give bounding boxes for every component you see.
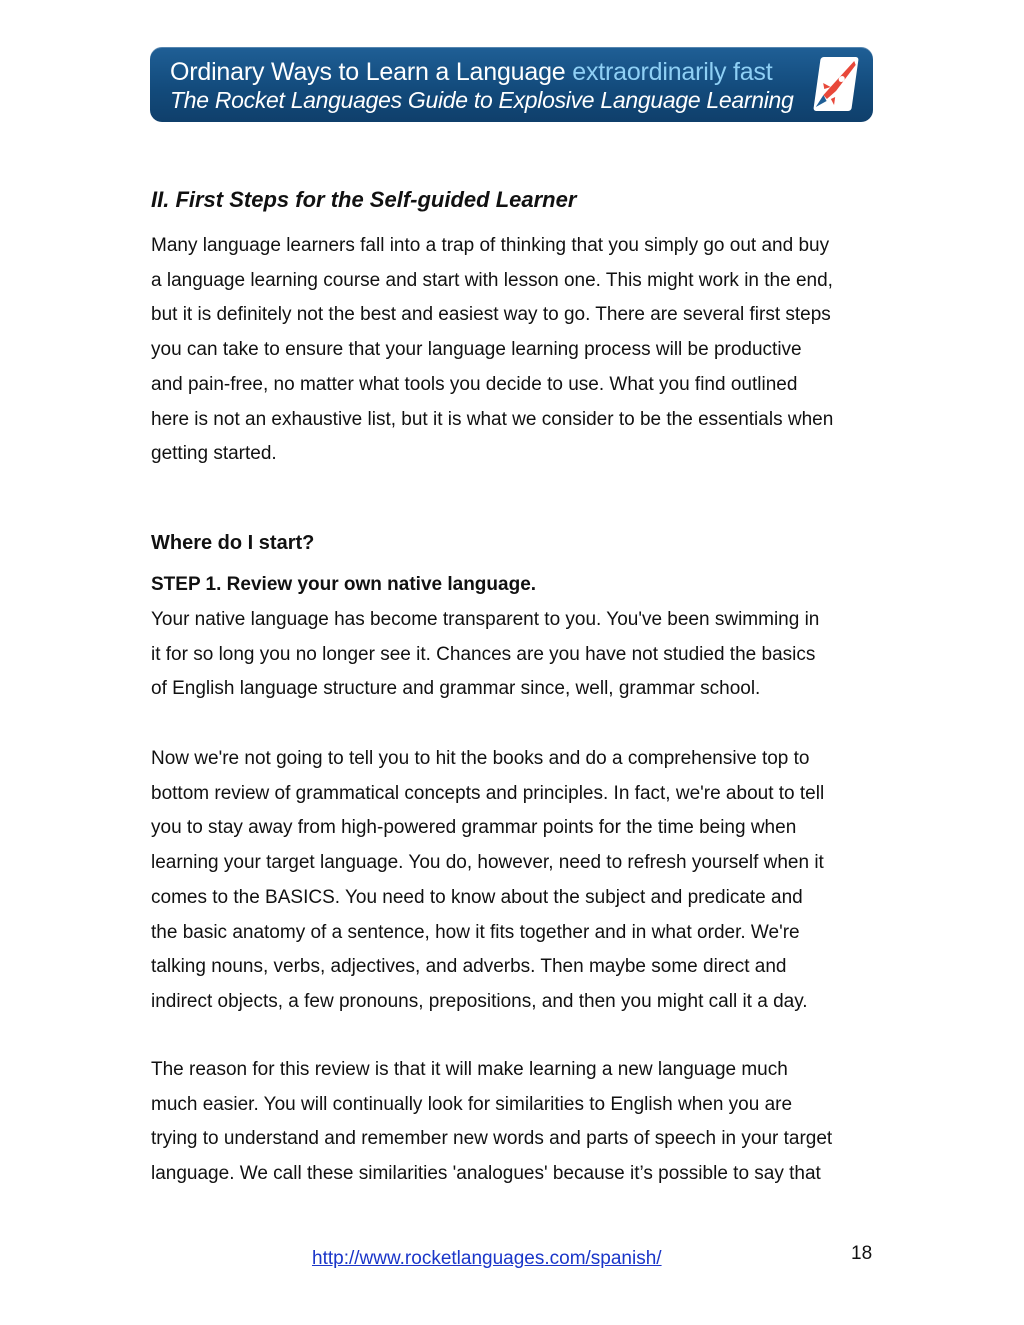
- text-line: a language learning course and start with lesson one. This might work in the end,: [151, 269, 833, 291]
- text-line: comes to the BASICS. You need to know about the subject and predicate and: [151, 886, 803, 908]
- text-line: here is not an exhaustive list, but it is what we consider to be the essentials when: [151, 408, 834, 430]
- text-line: you can take to ensure that your language learning process will be productive: [151, 339, 802, 361]
- body-paragraph-3: [151, 1053, 881, 1192]
- body-paragraph-2: [151, 742, 881, 1020]
- page-number: 18: [851, 1243, 873, 1264]
- text-line: Your native language has become transparent to you. You've been swimming in: [151, 609, 820, 630]
- rocket-logo-icon: [813, 57, 859, 111]
- text-line: it for so long you no longer see it. Chances are you have not studied the basics: [151, 643, 816, 665]
- banner-title: [170, 57, 772, 87]
- banner-title-accent: extraordinarily fast: [572, 58, 773, 86]
- intro-paragraph: [151, 229, 881, 472]
- text-line: the basic anatomy of a sentence, how it fits together and in what order. We're: [151, 921, 800, 943]
- section-title: II. First Steps for the Self-guided Learner: [151, 187, 577, 212]
- text-line: bottom review of grammatical concepts and principles. In fact, we're about to tell: [151, 782, 825, 804]
- step-heading: STEP 1. Review your own native language.: [151, 574, 537, 595]
- text-line: and pain-free, no matter what tools you decide to use. What you find outlined: [151, 373, 798, 395]
- text-line: Many language learners fall into a trap of thinking that you simply go out and buy: [151, 235, 830, 256]
- text-line: you to stay away from high-powered grammar points for the time being when: [151, 817, 797, 839]
- text-line: indirect objects, a few pronouns, prepositions, and then you might call it a day.: [151, 990, 808, 1012]
- banner-subtitle: The Rocket Languages Guide to Explosive Language Learning: [170, 87, 794, 113]
- text-line: learning your target language. You do, however, need to refresh yourself when it: [151, 852, 824, 874]
- text-line: much easier. You will continually look for similarities to English when you are: [151, 1093, 793, 1115]
- text-line: but it is definitely not the best and easiest way to go. There are several first steps: [151, 304, 831, 326]
- text-line: getting started.: [151, 443, 277, 465]
- text-line: The reason for this review is that it will make learning a new language much: [151, 1059, 788, 1080]
- text-line: trying to understand and remember new words and parts of speech in your target: [151, 1128, 833, 1150]
- header-banner: [150, 47, 873, 122]
- subheading: Where do I start?: [151, 532, 315, 554]
- text-line: language. We call these similarities 'analogues' because it’s possible to say that: [151, 1163, 821, 1185]
- banner-title-main: Ordinary Ways to Learn a Language: [170, 58, 573, 86]
- text-line: talking nouns, verbs, adjectives, and adverbs. Then maybe some direct and: [151, 956, 787, 978]
- footer-url-link[interactable]: http://www.rocketlanguages.com/spanish/: [312, 1248, 662, 1269]
- text-line: of English language structure and grammar since, well, grammar school.: [151, 678, 761, 700]
- text-line: Now we're not going to tell you to hit the books and do a comprehensive top to: [151, 748, 810, 769]
- step-paragraph: [151, 603, 881, 707]
